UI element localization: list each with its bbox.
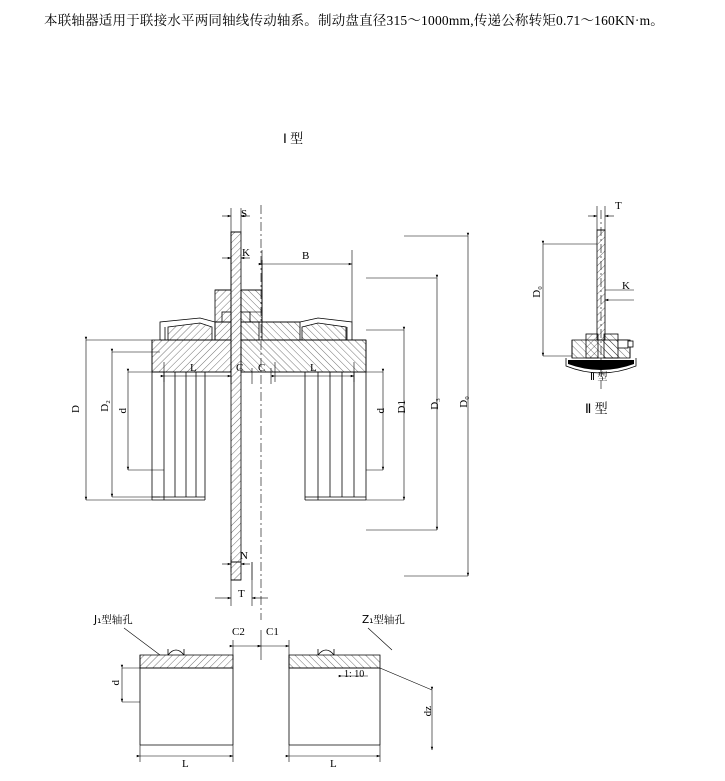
brake-disc-plate — [231, 232, 244, 562]
dim-label-C2: C2 — [232, 626, 245, 638]
type-1-title: Ⅰ 型 — [283, 131, 304, 146]
dim-label-T-type2: T — [615, 200, 622, 212]
dim-label-D3: D₃ — [429, 398, 441, 410]
dim-label-D2: D₂ — [99, 400, 111, 412]
dim-D2 — [112, 352, 160, 497]
bottom-shaft-detail — [231, 562, 252, 580]
taper-label: 1: 10 — [344, 669, 365, 680]
dim-label-D0: D₀ — [458, 396, 470, 408]
bore-j1-label: J₁型轴孔 — [94, 614, 133, 626]
dim-L-bores — [140, 745, 380, 762]
type-2-title: Ⅱ 型 — [585, 401, 608, 416]
dim-label-d-left: d — [117, 407, 129, 413]
dim-label-d-bore: d — [110, 679, 122, 685]
dim-label-L-left: L — [190, 362, 197, 374]
dim-D — [86, 340, 152, 500]
dim-d-bore — [122, 668, 140, 702]
dim-label-B: B — [302, 250, 310, 262]
dim-label-N: N — [240, 550, 248, 562]
dim-label-T-bottom: T — [238, 588, 245, 600]
type-2-inner-label: Ⅱ 型 — [590, 372, 608, 383]
dim-label-L-bore-right: L — [330, 758, 337, 770]
dim-label-K-type2: K — [622, 280, 630, 292]
dim-label-d-right: d — [375, 407, 387, 413]
gear-sleeve-assembly — [160, 312, 366, 340]
dim-label-L-bore-left: L — [182, 758, 189, 770]
dim-label-D: D — [70, 405, 82, 413]
intro-text: 本联轴器适用于联接水平两同轴线传动轴系。制动盘直径315～1000mm,传递公称转矩0.71～160KN·m。 — [44, 13, 664, 28]
bore-j1-view — [124, 628, 233, 745]
bore-z1-view — [289, 628, 432, 745]
dim-label-C-right: C — [258, 362, 266, 374]
dim-label-C1: C1 — [266, 626, 279, 638]
dim-label-D0-type2: D₀ — [531, 286, 543, 298]
dim-label-S: S — [241, 208, 248, 220]
dim-d-right — [366, 372, 383, 470]
dim-label-C-left: C — [236, 362, 244, 374]
bore-z1-label: Z₁型轴孔 — [362, 614, 405, 626]
dim-label-L-right: L — [310, 362, 317, 374]
dim-label-D1: D1 — [396, 400, 408, 414]
dim-d-left — [128, 372, 164, 470]
dim-label-K: K — [242, 247, 250, 259]
type-2-view — [566, 210, 636, 392]
dim-label-dz: dz — [422, 706, 434, 717]
